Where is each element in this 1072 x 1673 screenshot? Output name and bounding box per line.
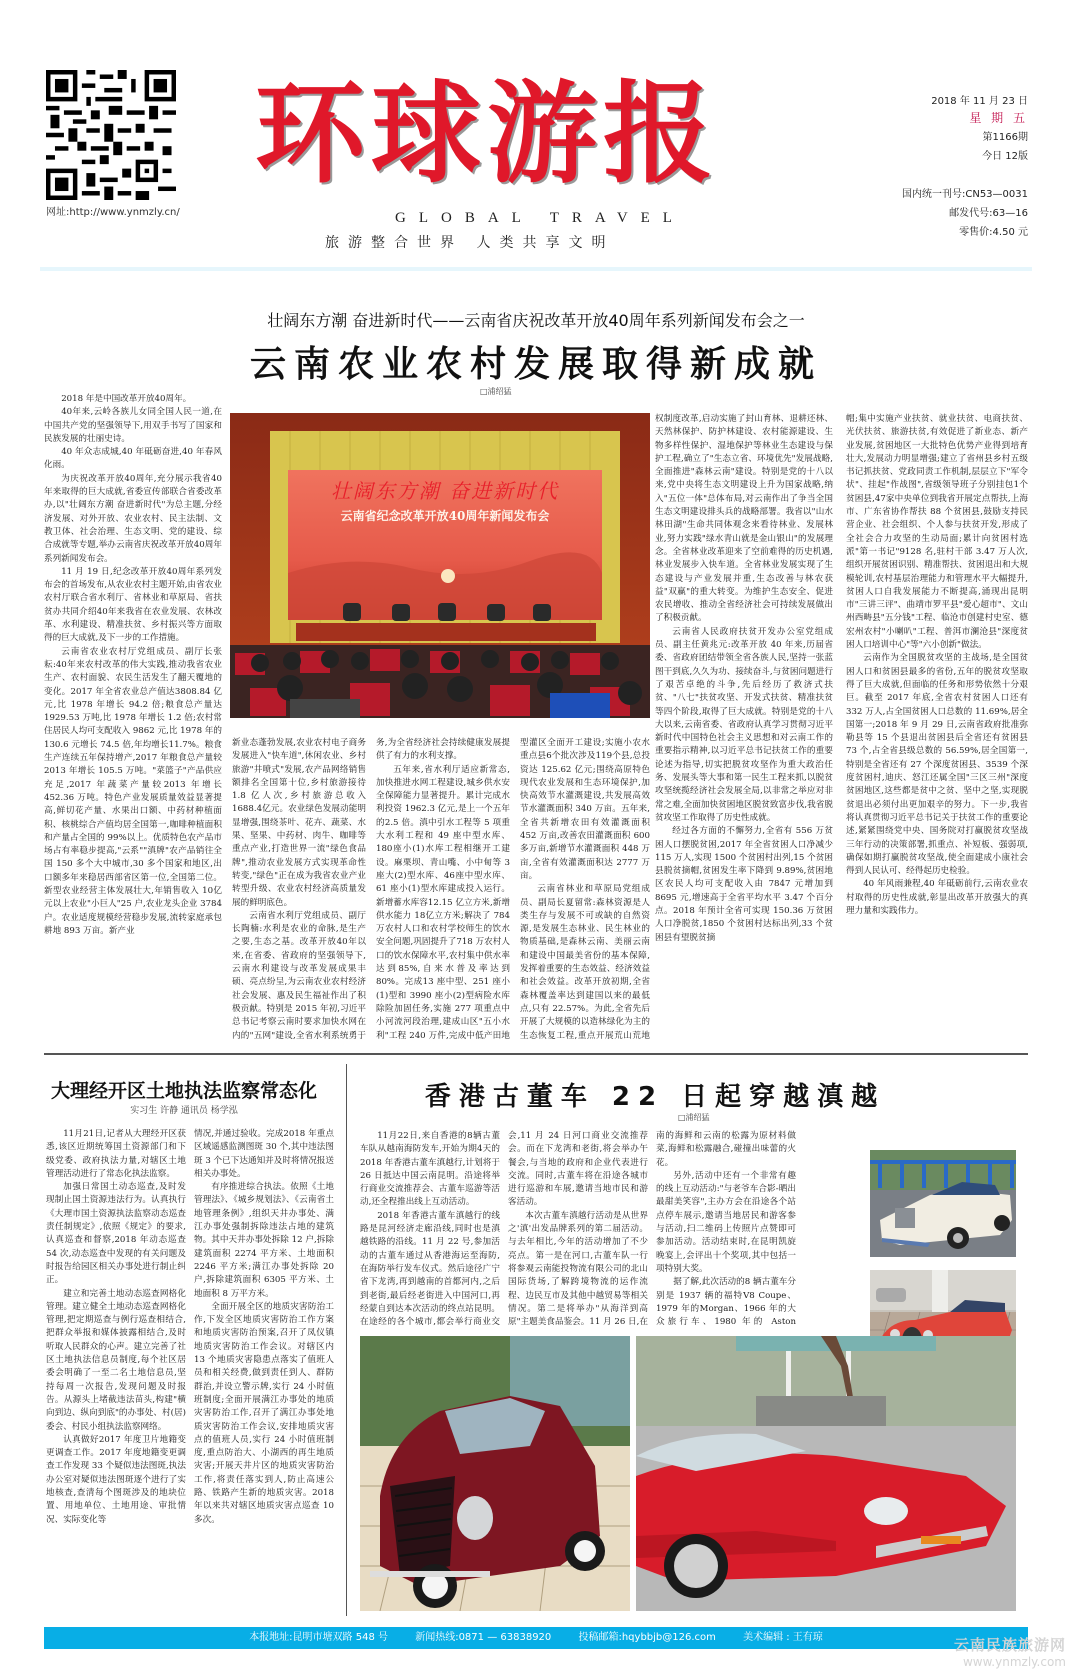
- masthead-logo: 环球游报: [255, 69, 719, 198]
- paragraph: 务,为全省经济社会持续健康发展提供了有力的水利支撑。: [376, 738, 510, 762]
- paragraph: 认真做好2017 年度卫片地籍变更调查工作。2017 年度地籍变更调查工作发现 33 个疑似违法图斑,执法办公室对疑似违法图斑逐个进行了实地核查,查清每个图斑涉及的地块位置、用地单位、土地用途、审批情况、实际变化等: [46, 1434, 186, 1525]
- maroon-vintage-car-image: [360, 1336, 630, 1611]
- footer-editor: 美术编辑 : 王有琼: [743, 1632, 823, 1643]
- paragraph: 加强日常国土动态巡查,及时发现制止国土资源违法行为。认真执行《大理市国土资源执法监察动态巡查责任制规定》,依照《规定》的要求,认真巡查和督察,2018 年动态巡查 54 次,动态巡查中发现的有关问题及时报告给园区相关办事处进行制止纠正。: [46, 1182, 186, 1286]
- masthead-slogan: 旅游整合世界 人类共享文明: [325, 235, 615, 251]
- paragraph: 云南省人民政府扶贫开发办公室党组成员、副主任黄兆元:改革开放 40 年来,历届省委、省政府团结带领全省各族人民,坚持一张蓝图干到底,久久为功、接续奋斗,与贫困问题进行了艰苦卓绝的斗争,先后经历了救济式扶贫、"八七"扶贫攻坚、开发式扶贫、精准扶贫等四个阶段,取得了巨大成就。特别是党的十八大以来,云南省委、省政府认真学习贯彻习近平新时代中国特色社会主义思想和对云南工作的重要指示精神,以习近平总书记扶贫工作的重要论述为指导,切实把脱贫攻坚作为重大政治任务、发展头等大事和第一民生工程来抓,以脱贫攻坚统揽经济社会发展全局,以非常之举应对非常之难,全面加快贫困地区脱贫致富步伐,我省脱贫攻坚工作取得了历史性成就。: [655, 626, 833, 823]
- press-conference-image: [230, 413, 650, 718]
- paragraph: 据了解,此次活动的8 辆古董车分别是 1937 辆的福特V8 Coupe、1979 年的Morgan、1966 年的大众旅行车、1980 年的 Aston: [656, 1277, 796, 1328]
- photo-banner-title: 云南省纪念改革开放40周年新闻发布会: [340, 509, 550, 523]
- issue-pages: 今日 12版: [982, 151, 1028, 162]
- hk-byline: □浦绍猛: [678, 1113, 710, 1122]
- red-convertible-image: [636, 1336, 1016, 1611]
- column-divider: [346, 1064, 347, 1616]
- issue-number: 第1166期: [982, 132, 1028, 143]
- paragraph: 五年来,省水利厅适应新常态,加快推进水网工程建设,城乡供水安全保障能力显著提升。累计完成水利投资 1962.3 亿元,是上一个五年的2.5 倍。滇中引水工程等 5 项重大水利工程和 49 座中型水库、180座小(1)水库工程相继开工建设。麻栗坝、青山嘴、小中甸等 3 座大(2)型水库、46座中型水库、61 座小(1)型水库建成投入运行。新增蓄水库容12.15 亿立方米,新增供水能力 18亿立方米;解决了 784 万农村人口和农村学校师生的饮水安全问题,巩固提升了718 万农村人口的饮水保障水平,农村集中供水率达到85%,自来水普及率达到 80%。完成13 座中型、251 座小(1)型和 3990 座小(2)型病险水库除险加固任务,实施 277 项重点中小河流河段治理,建成山区"五小水利"工程 240 万件,完成中低产田地: [376, 764, 510, 1041]
- paragraph: 本次古董车滇越行活动是从世界之'滇'出发品牌系列的第二届活动。与去年相比,今年的活动增加了不少亮点。第一是在河口,古董车队一行将参观云南能投物流有限公司的北山国际货场,了解跨境物流的运作流程、边民互市及其他中越贸易等相关情况。第二是将举办"从海洋到高原"主题美食品鉴会。11 月 26 日,在: [508, 1210, 648, 1328]
- photo-white-mercedes[interactable]: [870, 1150, 1016, 1257]
- qr-code-icon: [46, 70, 176, 200]
- paragraph: 帽;集中实施产业扶贫、就业扶贫、电商扶贫、光伏扶贫、旅游扶贫,有效促进了新业态、新产业发展,贫困地区一大批特色优势产业得到培育壮大,发展动力明显增强;建立了省州县乡村五级书记抓扶贫、党政同责工作机制,层层立下"军令状"、挂起"作战图",省级领导班子分别挂包1个贫困县,47家中央单位到我省开展定点帮扶,上海市、广东省协作帮扶 88 个贫困县,鼓励支持民营企业、社会组织、个人参与扶贫开发,形成了全社会合力攻坚的生动局面;累计向贫困村选派"第一书记"9128 名,驻村干部 3.47 万人次,组织开展贫困识别、精准帮扶、贫困退出和大规模轮训,农村基层治理能力和管理水平大幅提升,贫困人口自我发展能力不断提高,涌现出昆明市"三讲三评"、曲靖市罗平县"爱心超市"、文山州西畴县"五分钱"工程、临沧市创建村史室、德宏州农村"小喇叭"工程、普洱市澜沧县"深度贫困人口培训中心"等"六小创新"做法。: [846, 414, 1028, 651]
- paragraph: 经过各方面的不懈努力,全省有 556 万贫困人口摆脱贫困,2017 年全省贫困人口净减少 115 万人,实现 1500 个贫困村出列,15 个贫困县脱贫摘帽,贫困发生率下降到 9.89%,贫困地区农民人均可支配收入由 7847 元增加到 8695 元,增速高于全省平均水平 3.47 个百分点。2018 年预计全省可实现 150.36 万贫困人口净脱贫,1850 个贫困村达标出列,33 个贫困县有望脱贫摘: [655, 826, 833, 943]
- lead-column-6: [846, 413, 1028, 1043]
- paragraph: 新业态蓬勃发展,农业农村电子商务发展进入"快车道",休闲农业、乡村旅游"井喷式"发展,农产品网络销售额排名全国第十位,乡村旅游接待1.8 亿人次,乡村旅游总收入1688.4亿元。农业绿色发展动能明显增强,围绕茶叶、花卉、蔬菜、水果、坚果、中药材、肉牛、咖啡等重点产业,打造世界一流"绿色食品牌",推动农业发展方式实现革命性转变,"绿色"正在成为我省农业产业转型升级、农业农村经济高质量发展的鲜明底色。: [232, 738, 366, 908]
- issue-postal-code: 邮发代号:63—16: [949, 208, 1028, 219]
- masthead-divider: [40, 267, 1032, 271]
- paragraph: 40 年风雨兼程,40 年砥砺前行,云南农业农村取得的历史性成就,彰显出改革开放强大的真理力量和实践伟力。: [846, 879, 1028, 916]
- paragraph: 南的海鲜和云南的松露为原材料做菜,海鲜和松露融合,碰撞出味蕾的火花。: [656, 1131, 796, 1168]
- issue-price: 零售价:4.50 元: [959, 227, 1028, 238]
- footer-hotline: 新闻热线:0871 — 63838920: [415, 1632, 552, 1643]
- issue-weekday: 星 期 五: [969, 111, 1028, 125]
- masthead-english: GLOBAL TRAVEL: [395, 210, 685, 226]
- lead-column-3: [376, 737, 510, 1043]
- paragraph: 建立和完善土地动态巡查网格化管理。建立健全土地动态巡查网格化管理,把定期巡查与例行巡查相结合,把群众举报和媒体披露相结合,及时听取人民群众的心声。建立完善了社区土地执法信息员制度,每个社区居委会明确了一至二名土地信息员,坚持每周一次报告,发现问题及时报告。从源头上堵截违法苗头,构建"横向到边、纵向到底"的办事处、村(居)委会、村民小组执法监察网络。: [46, 1288, 186, 1432]
- hk-column-3: [656, 1130, 796, 1328]
- watermark: [954, 1637, 1066, 1671]
- section-divider: [44, 1053, 1028, 1055]
- watermark-name: 云南民族旅游网: [953, 1636, 1066, 1654]
- issue-cn-code: 国内统一刊号:CN53—0031: [901, 189, 1028, 200]
- lead-kicker: 壮阔东方潮 奋进新时代——云南省庆祝改革开放40周年系列新闻发布会之一: [267, 311, 805, 330]
- paragraph: 全面开展全区的地质灾害防治工作,下发全区地质灾害防治工作方案和地质灾害防治预案,召开了凤仪镇地质灾害防治工作会议。对辖区内 13 个地质灾害隐患点落实了值班人员和相关经费,做到责任到人、群防群治,并设立警示牌,实行 24 小时值班制度;全面开展满江办事处的地质灾害防治工作,召开了满江办事处地质灾害防治工作会议,安排地质灾害点的值班人员,实行 24 小时值班制度,重点防治大、小湖西的再生地质灾害;开展天井片区的地质灾害防治工作,将责任落实到人,防止高速公路、铁路产生新的地质灾害。2018 年以来共对辖区地质灾害点巡查 10 多次。: [194, 1301, 334, 1525]
- website-url: 网址:http://www.ynmzly.cn/: [46, 207, 180, 218]
- qr-code[interactable]: [46, 70, 176, 200]
- white-car-image: [870, 1150, 1016, 1257]
- paragraph: 云南作为全国脱贫攻坚的主战场,是全国贫困人口和贫困县最多的省份,五年的脱贫攻坚取得了巨大成就,但面临的任务和形势依然十分艰巨。截至 2017 年底,全省农村贫困人口还有 332 万人,占全国贫困人口总数的 11.69%,居全国第一;2018 年 9 月 29 日,云南省政府批准弥勒县等 15 个县退出贫困县后全省还有贫困县 73 个,占全省县级总数的 56.59%,居全国第一,特别是全省还有 27 个深度贫困县、3539 个深度贫困村,迪庆、怒江还属全国"三区三州"深度贫困地区,这些都是贫中之贫、坚中之坚,实现脱贫退出必须付出更加艰辛的努力。下一步,我省将认真贯彻习近平总书记关于扶贫工作的重要论述,紧紧围绕党中央、国务院对打赢脱贫攻坚战三年行动的决策部署,抓重点、补短板、强弱项,确保如期打赢脱贫攻坚战,使全面建成小康社会得到人民认可、经得起历史检验。: [846, 653, 1028, 877]
- paragraph: 云南省水利厅党组成员、副厅长陶楠:水利是农业的命脉,是生产之要,生态之基。改革开放40年以来,在省委、省政府的坚强领导下,云南水利建设与改革发展成果丰硕、亮点纷呈,为云南农业农村经济社会发展、惠及民生福祉作出了积极贡献。特别是 2015 年初,习近平总书记考察云南时要求加快水网在内的"五网"建设,全省水利系统勇于: [232, 910, 366, 1041]
- paragraph: 40年来,云岭各族儿女同全国人民一道,在中国共产党的坚强领导下,用双手书写了国家和民族发展的壮丽史诗。: [44, 407, 222, 444]
- hk-column-1: [360, 1130, 500, 1328]
- press-conference-photo[interactable]: [230, 413, 650, 718]
- paragraph: 11月21日,记者从大理经开区获悉,该区近期统筹国土资源部门和下级党委、政府执法力量,对辖区土地管理活动进行了常态化执法监察。: [46, 1129, 186, 1179]
- photo-red-alfa-romeo[interactable]: [636, 1336, 1016, 1611]
- dali-byline: 实习生 许静 通讯员 杨学泓: [130, 1106, 238, 1116]
- hk-column-2: [508, 1130, 648, 1328]
- dali-column-2: [194, 1128, 334, 1620]
- paragraph: 权制度改革,启动实施了封山育林、退耕还林、天然林保护、防护林建设、农村能源建设、生物多样性保护、湿地保护等林业生态建设与保护工程,确立了"生态立省、环境优先"发展战略,全面推进"森林云南"建设。特别是党的十八以来,党中央将生态文明建设上升为国家战略,纳入"五位一体"总体布局,对云南作出了争当全国生态文明建设排头兵的战略部署。我省以"山水林田湖"生命共同体观念来看待林业、发展林业,努力实践"绿水青山就是金山银山"的发展理念。全省林业改革迎来了空前难得的历史机遇,林业发展步入快车道。全省林业发展实现了生态建设与产业发展并重,生态改善与林农获益"双赢"的重大转变。为维护生态安全、促进农民增收、推动全省经济社会可持续发展做出了积极贡献。: [655, 414, 833, 624]
- footer-address: 本报地址:昆明市塘双路 548 号: [249, 1632, 389, 1643]
- dali-headline: 大理经开区土地执法监察常态化: [50, 1080, 317, 1102]
- lead-byline: □浦绍猛: [480, 387, 512, 396]
- footer-email[interactable]: 投稿邮箱:hqybbjb@126.com: [578, 1632, 716, 1643]
- paragraph: 40 年众志成城,40 年砥砺奋进,40 年春风化雨。: [44, 447, 222, 471]
- footer-bar: [44, 1627, 1028, 1649]
- lead-column-4: [520, 737, 650, 1043]
- paragraph: 情况,并通过验收。完成2018 年重点区域遥感监测图斑 30 个,其中违法图斑 3 个已下达通知并及时将情况报送相关办事处。: [194, 1129, 334, 1179]
- paragraph: 另外,活动中还有一个非常有趣的线上互动活动:"与老爷车合影-晒出最甜美笑容",主办方会在沿途各个站点停车展示,邀请当地居民和游客参与活动,扫二维码上传照片点赞即可参加活动。活动结束时,在昆明凯旋晚宴上,会评出十个奖项,其中包括一项特别大奖。: [656, 1170, 796, 1274]
- paragraph: 2018 年是中国改革开放40周年。: [61, 394, 192, 404]
- watermark-url: www.ynmzly.com: [962, 1655, 1066, 1669]
- paragraph: 为庆祝改革开放40周年,充分展示我省40年来取得的巨大成就,省委宣传部联合省委改革办,以"壮阔东方潮 奋进新时代"为总主题,分经济发展、对外开放、农业农村、民主法制、文教卫体、社会治理、生态文明、党的建设、综合成就等专题,举办云南省庆祝改革开放40周年系列新闻发布会。: [44, 473, 222, 564]
- lead-column-1: [44, 393, 222, 1043]
- paragraph: 11月22日,来自香港的8辆古董车队从越南海防发车,开始为期4天的2018 年香港古董车滇越行,计划将于 26 日抵达中国云南昆明。沿途将举行商业交流推荐会、古董车巡游等活动,还全程推出线上互动活动。: [360, 1131, 500, 1208]
- photo-banner-slogan: 壮阔东方潮 奋进新时代: [330, 479, 560, 503]
- paragraph: 11 月 19 日,纪念改革开放40周年系列发布会的首场发布,从农业农村主题开始,由省农业农村厅联合省水利厅、省林业和草原局、省扶贫办共同介绍40年来我省在农业发展、农林改革、水利建设、精准扶贫、乡村振兴等方面取得的巨大成就,及下一步的工作措施。: [44, 566, 222, 644]
- paragraph: 云南省林业和草原局党组成员、副局长夏留常:森林资源是人类生存与发展不可或缺的自然资源,是发展生态林业、民生林业的物质基础,是森林云南、美丽云南和建设中国最美省份的基本保障,发挥着重要的生态效益、经济效益和社会效益。改革开放初期,全省森林覆盖率达到建国以来的最低点,只有 22.57%。为此,全省先后开展了大规模的以造林绿化为主的生态恢复工程,重点开展荒山荒地: [520, 884, 650, 1041]
- photo-maroon-ford[interactable]: [360, 1336, 630, 1611]
- paragraph: 会,11 月 24 日河口商业交流推荐会。而在下龙湾和老街,将会举办午餐会,与当地的政府和企业代表进行交流。同时,古董车将在沿途各城市进行巡游和车展,邀请当地市民和游客活动。: [508, 1131, 648, 1208]
- lead-headline: 云南农业农村发展取得新成就: [249, 344, 822, 385]
- dali-column-1: [46, 1128, 186, 1620]
- paragraph: 有序推进综合执法。依照《土地管理法》、《城乡规划法》、《云南省土地管理条例》,组织天井办事处、满江办事处强制拆除违法占地的建筑物。其中天井办事处拆除 12 户,拆除建筑面积 2274 平方米、土地面积 2246 平方米;满江办事处拆除 20 户,拆除建筑面积 6305 平方米、土地面积 8 万平方米。: [194, 1182, 334, 1299]
- issue-date: 2018 年 11 月 23 日: [931, 96, 1028, 107]
- lead-column-2: [232, 737, 366, 1043]
- paragraph: 2018 年香港古董车滇越行的线路是昆河经济走廊沿线,同时也是滇越铁路的沿线。11 月 22 号,参加活动的古董车通过从香港海运至海防,在海防举行发车仪式。然后途径广宁省下龙湾,再到越南的首都河内,之后到老街,最后经老街进入中国河口,再经蒙自到达本次活动的终点站昆明。在途经的各个城市,都会举行商业交: [360, 1210, 500, 1328]
- hk-headline: 香港古董车 22 日起穿越滇越: [424, 1082, 886, 1112]
- lead-column-5: [655, 413, 833, 1043]
- paragraph: 型灌区全面开工建设;实施小农水重点县6个批次涉及119个县,总投资达 125.62 亿元;围绕高原特色现代农业发展和生态环境保护,加快高效节水灌溉建设,共发展高效节水灌溉面积 340 万亩。五年来,全省共新增农田有效灌溉面积 452 万亩,改善农田灌溉面积 600 多万亩,新增节水灌溉面积 448 万亩,全省有效灌溉面积达 2777 万亩。: [520, 738, 650, 881]
- paragraph: 云南省农业农村厅党组成员、副厅长张耘:40年来农村改革的伟大实践,推动我省农业生产、农村面貌、农民生活发生了翻天覆地的变化。2017 年全省农业总产值达3808.84 亿元,比 1978 年增长 94.2 倍;粮食总产量达 1929.53 万吨,比 1978 年增长 1.2 倍;农村常住居民人均可支配收入 9862 元,比 1978 年的 130.6 元增长 74.5 倍,年均增长11.7%。粮食生产连续五年保持增产,2017 年粮食总产量较2013 年增长 105.5 万吨。"菜篮子"产品供应充足,2017 年蔬菜产量较2013 年增长 452.36 万吨。特色产业发展质量效益显著提高,鲜切花产量、水果出口额、中药材种植面积、核桃综合产值均居全国第一,咖啡种植面积和产量占全国的 99%以上。优质特色农产品市场占有率稳步提高,"云系""滇牌"农产品销往全国 150 多个大中城市,30 多个国家和地区,出口额多年来稳居西部省区第一位,全国第二位。新型农业经营主体发展壮大,年销售收入 10亿元以上农业"小巨人"25 户,农业龙头企业 3784 户。农业适度规模经营稳步发展,流转家庭承包耕地 893 万亩。新产业: [44, 646, 222, 936]
